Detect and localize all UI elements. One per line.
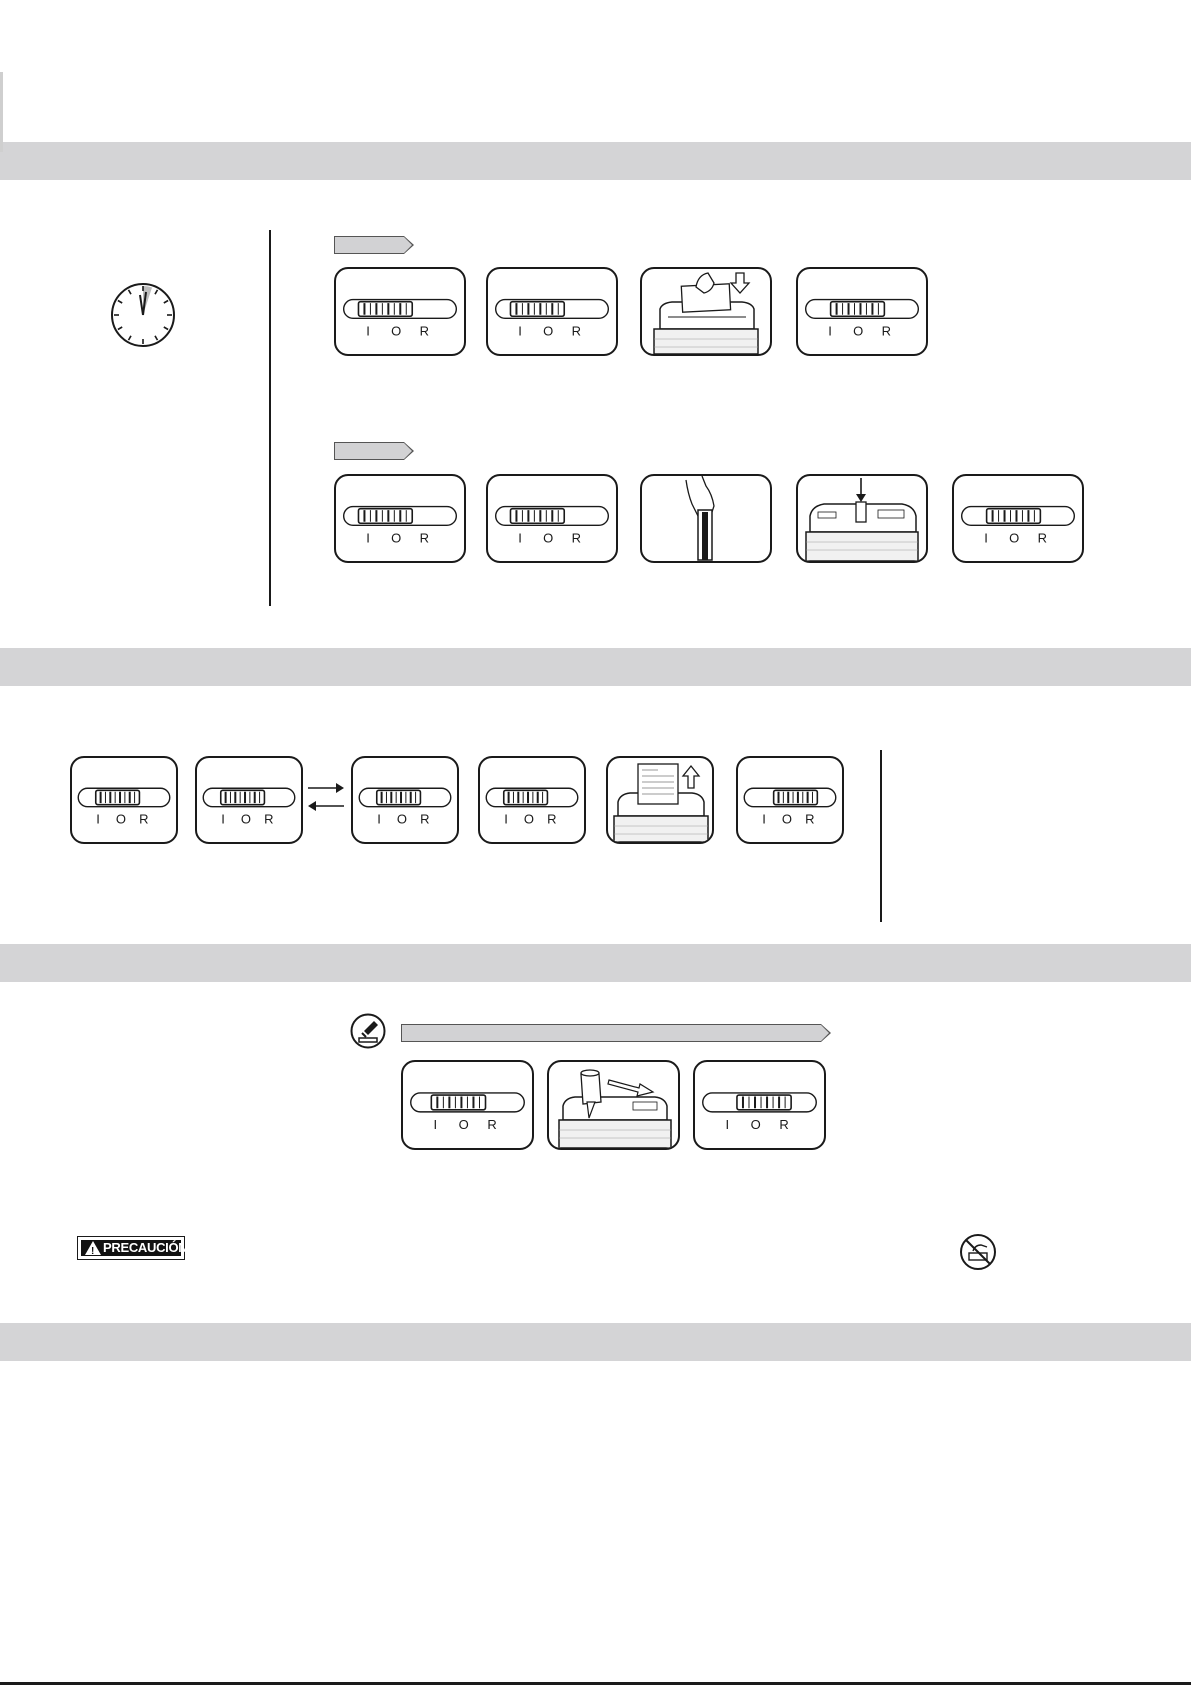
switch-panel <box>70 756 178 844</box>
switch-knob <box>774 790 818 804</box>
arrow-right-icon <box>308 783 344 793</box>
switch-label-on: I <box>518 530 522 546</box>
switch-knob <box>831 302 885 317</box>
switch-knob <box>510 302 564 317</box>
rocker-switch <box>336 476 464 561</box>
section-band-4 <box>0 1323 1191 1361</box>
switch-label-reverse: R <box>571 530 582 546</box>
no-hand-icon <box>959 1233 997 1271</box>
rocker-switch <box>488 269 616 354</box>
switch-label-reverse: R <box>571 323 582 339</box>
clock-icon <box>110 282 176 348</box>
rocker-switch <box>336 269 464 354</box>
shredder-apply-oil-illustration <box>547 1060 680 1150</box>
switch-panel <box>478 756 586 844</box>
switch-label-off: O <box>458 1117 469 1133</box>
rocker-switch <box>798 269 926 354</box>
switch-label-reverse: R <box>805 811 815 827</box>
switch-label-off: O <box>523 811 534 827</box>
section-band-2 <box>0 648 1191 686</box>
switch-label-off: O <box>750 1117 761 1133</box>
switch-label-reverse: R <box>487 1117 497 1133</box>
switch-panel <box>486 267 618 356</box>
switch-knob <box>510 509 564 524</box>
switch-label-on: I <box>96 811 100 827</box>
caution-badge <box>77 1236 188 1260</box>
rocker-switch <box>480 758 584 842</box>
switch-label-reverse: R <box>779 1117 789 1133</box>
switch-panel <box>334 474 466 563</box>
switch-label-on: I <box>518 323 522 339</box>
switch-knob <box>504 790 548 804</box>
switch-label-off: O <box>853 323 864 339</box>
switch-panel <box>401 1060 534 1150</box>
rocker-switch <box>695 1062 824 1148</box>
switch-label-reverse: R <box>419 323 430 339</box>
switch-knob <box>221 790 265 804</box>
section2-divider <box>880 750 882 922</box>
switch-label-on: I <box>762 811 766 827</box>
switch-panel <box>736 756 844 844</box>
section-band-1 <box>0 142 1191 180</box>
switch-label-off: O <box>115 811 126 827</box>
step-tag-b <box>334 442 404 460</box>
rocker-switch <box>197 758 301 842</box>
oil-can-icon <box>350 1013 386 1049</box>
step-tag-a <box>334 236 404 254</box>
rocker-switch <box>954 476 1082 561</box>
switch-label-on: I <box>504 811 508 827</box>
switch-label-on: I <box>725 1117 730 1133</box>
section-band-3 <box>0 944 1191 982</box>
switch-panel <box>952 474 1084 563</box>
forward-reverse-arrows <box>306 780 346 814</box>
switch-label-off: O <box>543 530 554 546</box>
switch-label-off: O <box>391 530 402 546</box>
switch-panel <box>351 756 459 844</box>
switch-label-reverse: R <box>139 811 149 827</box>
switch-panel <box>486 474 618 563</box>
switch-panel <box>195 756 303 844</box>
switch-label-on: I <box>366 323 370 339</box>
switch-panel <box>693 1060 826 1150</box>
switch-label-reverse: R <box>419 530 430 546</box>
rocker-switch <box>738 758 842 842</box>
switch-label-on: I <box>828 323 832 339</box>
rocker-switch <box>488 476 616 561</box>
switch-label-on: I <box>433 1117 438 1133</box>
arrow-left-icon <box>308 801 344 811</box>
rocker-switch <box>72 758 176 842</box>
switch-knob <box>96 790 140 804</box>
shredder-insert-card-illustration <box>796 474 928 563</box>
switch-knob <box>358 509 412 524</box>
arrow-up-icon <box>683 766 699 788</box>
oil-step-tag <box>401 1024 821 1042</box>
section1-divider <box>269 230 271 606</box>
switch-label-off: O <box>396 811 407 827</box>
switch-label-reverse: R <box>420 811 430 827</box>
switch-label-reverse: R <box>1037 530 1048 546</box>
switch-label-off: O <box>391 323 402 339</box>
hand-holding-card-illustration <box>640 474 772 563</box>
switch-label-reverse: R <box>264 811 274 827</box>
switch-panel <box>796 267 928 356</box>
caution-label: PRECAUCIÓN <box>103 1240 188 1255</box>
switch-knob <box>358 302 412 317</box>
switch-knob <box>431 1095 485 1110</box>
arrow-down-icon <box>731 273 749 293</box>
switch-label-on: I <box>377 811 381 827</box>
switch-label-off: O <box>1009 530 1020 546</box>
rocker-switch <box>353 758 457 842</box>
rocker-switch <box>403 1062 532 1148</box>
switch-knob <box>737 1095 791 1110</box>
warning-triangle-icon: ! <box>85 1241 101 1255</box>
switch-label-off: O <box>781 811 792 827</box>
switch-label-on: I <box>984 530 988 546</box>
shredder-insert-paper-illustration <box>640 267 772 356</box>
switch-panel <box>334 267 466 356</box>
switch-label-on: I <box>221 811 225 827</box>
switch-knob <box>377 790 421 804</box>
edge-mark <box>0 72 3 152</box>
switch-label-off: O <box>240 811 251 827</box>
switch-label-on: I <box>366 530 370 546</box>
switch-label-reverse: R <box>881 323 892 339</box>
switch-knob <box>987 509 1041 524</box>
shredder-remove-paper-illustration <box>606 756 714 844</box>
switch-label-off: O <box>543 323 554 339</box>
switch-label-reverse: R <box>547 811 557 827</box>
